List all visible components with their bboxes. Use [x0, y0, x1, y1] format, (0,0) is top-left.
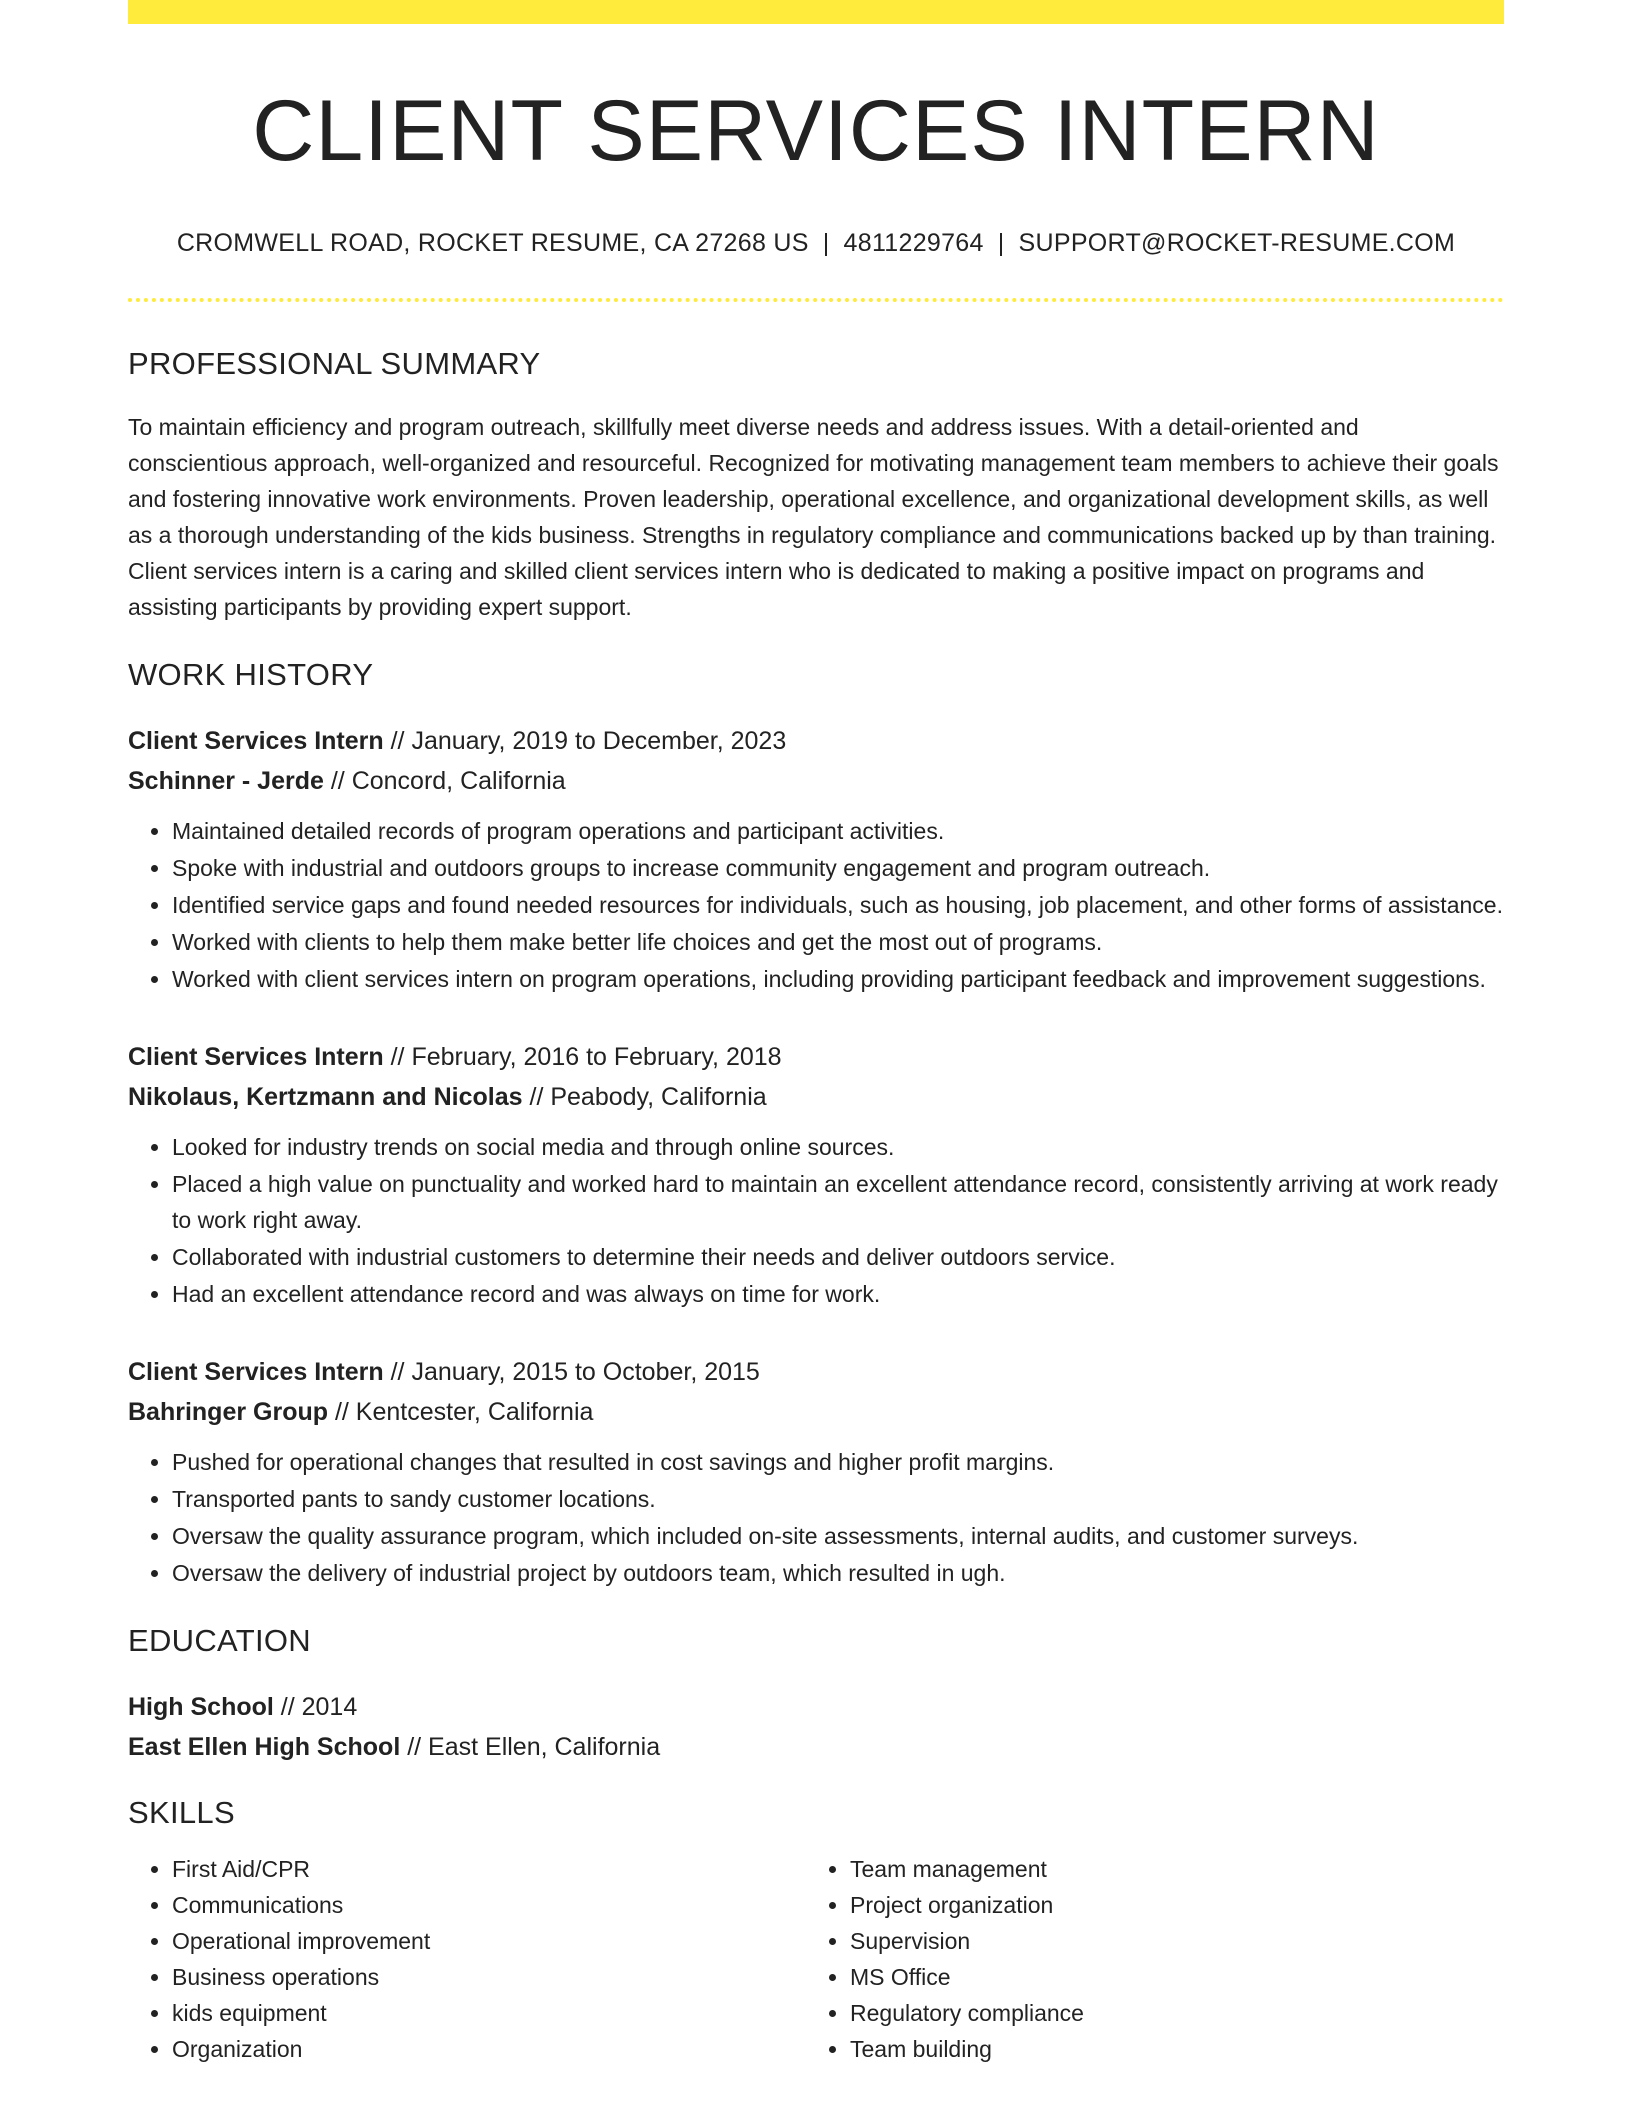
job-entry: [128, 1037, 1504, 1312]
job-bullets: [128, 1444, 1504, 1591]
summary-heading: PROFESSIONAL SUMMARY: [128, 345, 541, 381]
skill-item: • Business operations: [172, 1959, 806, 1995]
education-location: // East Ellen, California: [400, 1732, 661, 1761]
job-bullet: • Oversaw the quality assurance program, which included on-site assessments, internal audits, and customer surveys.: [172, 1518, 1504, 1554]
skill-item: • MS Office: [850, 1959, 1484, 1995]
education-degree: High School: [128, 1692, 274, 1721]
skill-item: • Project organization: [850, 1887, 1484, 1923]
skill-item: • Team building: [850, 2031, 1484, 2067]
job-title-line: [128, 1037, 1504, 1077]
education-entry: [128, 1687, 1504, 1767]
education-school: East Ellen High School: [128, 1732, 401, 1761]
contact-email: SUPPORT@ROCKET-RESUME.COM: [1018, 228, 1456, 257]
job-bullet: • Worked with clients to help them make better life choices and get the most out of programs.: [172, 924, 1504, 960]
job-bullet: • Had an excellent attendance record and was always on time for work.: [172, 1276, 1504, 1312]
job-location: // Peabody, California: [522, 1082, 767, 1111]
contact-line: [128, 229, 1504, 258]
job-title: Client Services Intern: [128, 726, 384, 755]
job-company-line: [128, 1392, 1504, 1432]
dotted-divider: [128, 298, 1504, 302]
job-title: Client Services Intern: [128, 1042, 384, 1071]
job-entry: [128, 721, 1504, 997]
contact-separator: |: [822, 228, 830, 257]
skill-item: • Team management: [850, 1851, 1484, 1887]
contact-address: CROMWELL ROAD, ROCKET RESUME, CA 27268 US: [176, 228, 809, 257]
job-entry: [128, 1352, 1504, 1591]
job-bullets: [128, 1129, 1504, 1312]
skills-heading: SKILLS: [128, 1794, 235, 1830]
contact-separator: |: [997, 228, 1005, 257]
skills-column-right: [806, 1851, 1484, 2067]
job-title: Client Services Intern: [128, 1357, 384, 1386]
job-company: Schinner - Jerde: [128, 766, 324, 795]
resume-title: CLIENT SERVICES INTERN: [252, 83, 1380, 179]
skill-item: • Regulatory compliance: [850, 1995, 1484, 2031]
education-heading: EDUCATION: [128, 1622, 311, 1658]
education-degree-line: [128, 1687, 1504, 1727]
job-bullets: [128, 813, 1504, 997]
work-history-heading: WORK HISTORY: [128, 656, 374, 692]
job-title-line: [128, 721, 1504, 761]
skill-item: • Supervision: [850, 1923, 1484, 1959]
skills-column-left: [128, 1851, 806, 2067]
job-bullet: • Pushed for operational changes that resulted in cost savings and higher profit margins.: [172, 1444, 1504, 1480]
job-company: Bahringer Group: [128, 1397, 329, 1426]
job-bullet: • Transported pants to sandy customer locations.: [172, 1481, 1504, 1517]
summary-text: To maintain efficiency and program outreach, skillfully meet diverse needs and address issues. With a detail-oriented and conscientious approach, well-organized and resourceful. Recognized for motivating management team members to achieve their goals and fostering innovative work environments. Proven leadership, operational excellence, and organizational development skills, as well as a thorough understanding of the kids business. Strengths in regulatory compliance and communications backed up by than training. Client services intern is a caring and skilled client services intern who is dedicated to making a positive impact on programs and assisting participants by providing expert support.: [128, 413, 1499, 620]
top-accent-bar: [128, 0, 1504, 24]
job-bullet: • Oversaw the delivery of industrial project by outdoors team, which resulted in ugh.: [172, 1555, 1504, 1591]
skill-item: • Organization: [172, 2031, 806, 2067]
job-company-line: [128, 1077, 1504, 1117]
job-bullet: • Maintained detailed records of program operations and participant activities.: [172, 813, 1504, 849]
job-bullet: • Collaborated with industrial customers to determine their needs and deliver outdoors service.: [172, 1239, 1504, 1275]
job-bullet: • Identified service gaps and found needed resources for individuals, such as housing, job placement, and other forms of assistance.: [172, 887, 1504, 923]
resume-content: [128, 0, 1504, 2067]
job-bullet: • Placed a high value on punctuality and worked hard to maintain an excellent attendance record, consistently arriving at work ready to work right away.: [172, 1166, 1504, 1238]
job-dates: // January, 2019 to December, 2023: [383, 726, 787, 755]
education-school-line: [128, 1727, 1504, 1767]
job-bullet: • Spoke with industrial and outdoors groups to increase community engagement and program outreach.: [172, 850, 1504, 886]
contact-phone: 4811229764: [843, 228, 984, 257]
job-dates: // January, 2015 to October, 2015: [383, 1357, 760, 1386]
job-location: // Kentcester, California: [328, 1397, 594, 1426]
job-company-line: [128, 761, 1504, 801]
skill-item: • kids equipment: [172, 1995, 806, 2031]
education-year: // 2014: [273, 1692, 358, 1721]
job-company: Nikolaus, Kertzmann and Nicolas: [128, 1082, 523, 1111]
skill-item: • First Aid/CPR: [172, 1851, 806, 1887]
job-dates: // February, 2016 to February, 2018: [383, 1042, 782, 1071]
skill-item: • Communications: [172, 1887, 806, 1923]
skills-list: [128, 1851, 1504, 2067]
job-location: // Concord, California: [323, 766, 566, 795]
skill-item: • Operational improvement: [172, 1923, 806, 1959]
job-title-line: [128, 1352, 1504, 1392]
job-bullet: • Worked with client services intern on program operations, including providing participant feedback and improvement suggestions.: [172, 961, 1504, 997]
job-bullet: • Looked for industry trends on social media and through online sources.: [172, 1129, 1504, 1165]
